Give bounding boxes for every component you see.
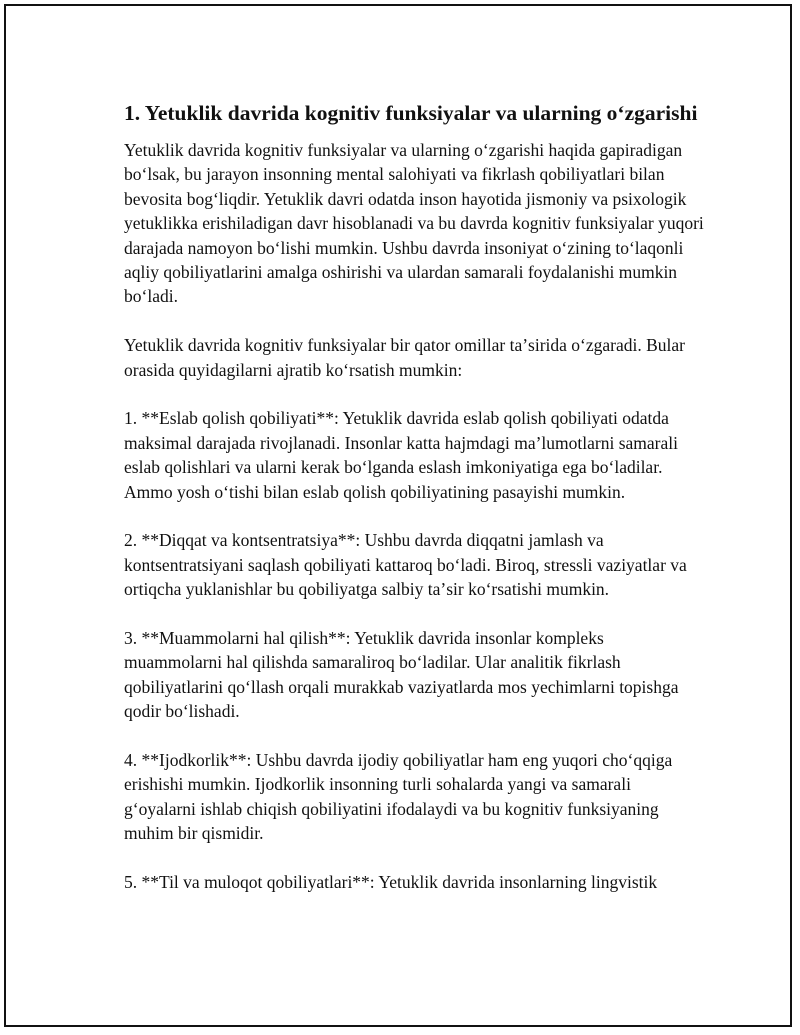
paragraph-intro: Yetuklik davrida kognitiv funksiyalar va ularning oʻzgarishi haqida gapiradigan boʻlsak, bu jarayon insonning mental salohiyati va fikrlash qobiliyatlari bilan bevosita bogʻliqdir. Yetuklik davri odatda inson hayotida jismoniy va psixologik yetuklikka erishiladigan davr hisoblanadi va bu davrda kognitiv funksiyalar yuqori darajada namoyon boʻlishi mumkin. Ushbu davrda insoniyat oʻzining toʻlaqonli aqliy qobiliyatlarini amalga oshirishi va ulardan samarali foydalanishi mumkin boʻladi. [124, 140, 704, 307]
paragraph-item-language: 5. **Til va muloqot qobiliyatlari**: Yetuklik davrida insonlarning lingvistik [124, 872, 658, 893]
page-frame [4, 4, 792, 1027]
paragraph-factors: Yetuklik davrida kognitiv funksiyalar bir qator omillar taʼsirida oʻzgaradi. Bular orasida quyidagilarni ajratib koʻrsatish mumkin: [124, 335, 685, 380]
paragraph-item-creativity: 4. **Ijodkorlik**: Ushbu davrda ijodiy qobiliyatlar ham eng yuqori choʻqqiga erishishi mumkin. Ijodkorlik insonning turli sohalarda yangi va samarali gʻoyalarni ishlab chiqish qobiliyatini ifodalaydi va bu kognitiv funksiyaning muhim bir qismidir. [124, 750, 673, 844]
paragraph-item-problem-solving: 3. **Muammolarni hal qilish**: Yetuklik davrida insonlar kompleks muammolarni hal qilishda samaraliroq boʻladilar. Ular analitik fikrlash qobiliyatlarini qoʻllash orqali murakkab vaziyatlarda mos yechimlarni topishga qodir boʻlishadi. [124, 628, 679, 722]
document-body [124, 98, 704, 919]
paragraph-item-attention: 2. **Diqqat va kontsentratsiya**: Ushbu davrda diqqatni jamlash va kontsentratsiyani saqlash qobiliyati kattaroq boʻladi. Biroq, stressli vaziyatlar va ortiqcha yuklanishlar bu qobiliyatga salbiy taʼsir koʻrsatishi mumkin. [124, 530, 687, 600]
document-title: 1. Yetuklik davrida kognitiv funksiyalar va ularning oʻzgarishi [124, 101, 698, 125]
paragraph-item-memory: 1. **Eslab qolish qobiliyati**: Yetuklik davrida eslab qolish qobiliyati odatda maksimal darajada rivojlanadi. Insonlar katta hajmdagi maʼlumotlarni samarali eslab qolishlari va ularni kerak boʻlganda eslash imkoniyatiga ega boʻladilar. Ammo yosh oʻtishi bilan eslab qolish qobiliyatining pasayishi mumkin. [124, 408, 678, 502]
